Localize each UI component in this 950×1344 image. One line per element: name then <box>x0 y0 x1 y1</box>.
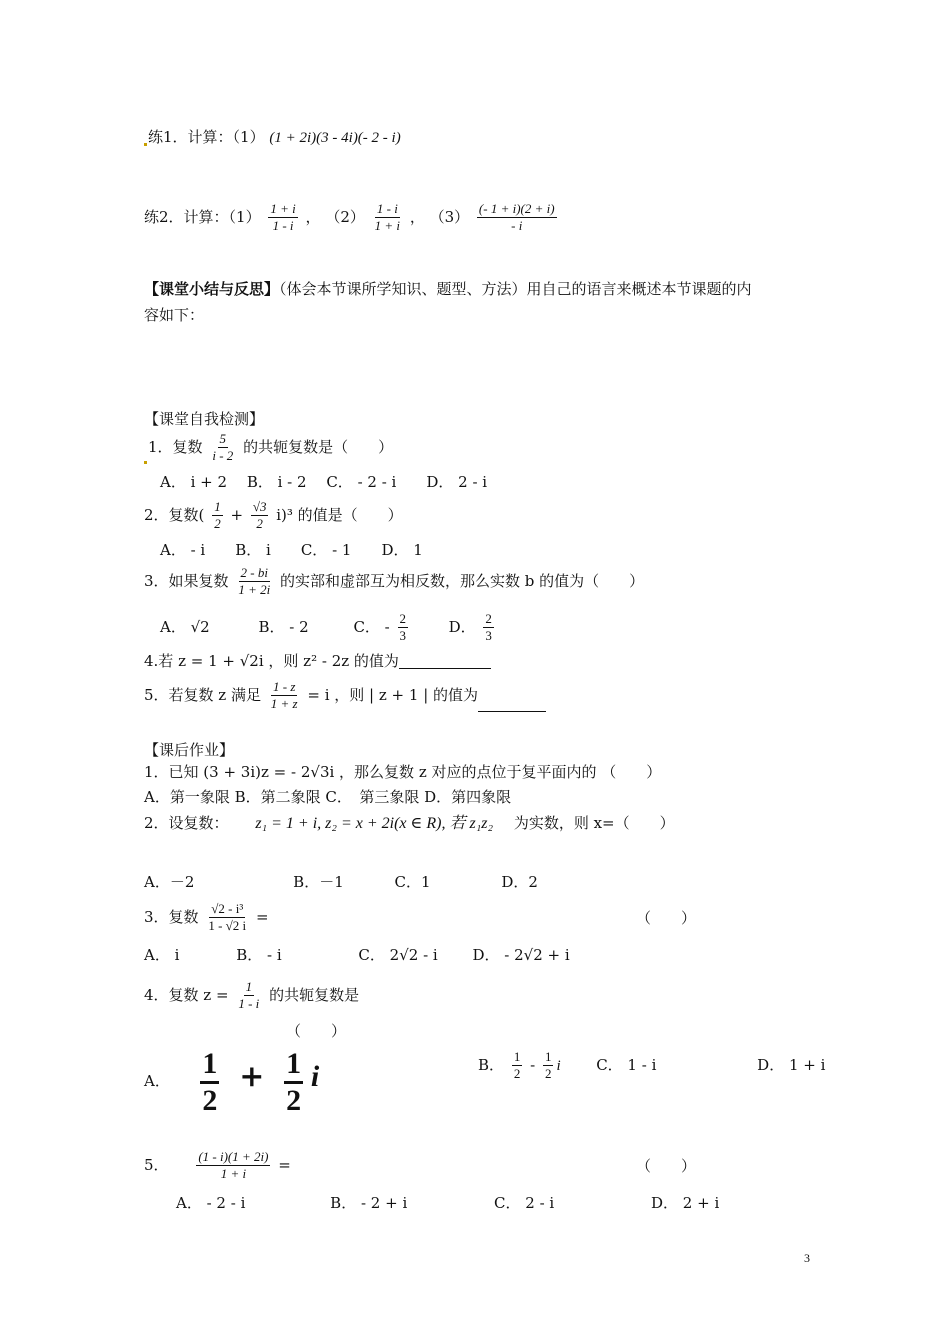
homework-q3-paren: （ ） <box>636 909 697 927</box>
fraction: $\frac{\text{√2 - i³}}{1 - √2 i}$ <box>208 901 247 934</box>
exercise-1: 练1．计算：（1） (1 + 2i)(3 - 4i)(- 2 - i) <box>144 130 401 146</box>
fraction: $\frac{1 - i}{1 + i}$ <box>374 201 401 234</box>
selftest-q4: 4.若 z = 1 + √2i ，则 z² - 2z 的值为 <box>144 654 491 669</box>
homework-q5: 5． $\frac{(1 - i)(1 + 2i)}{1 + i}$ = <box>144 1149 291 1182</box>
fraction: $\frac{2}{3}$ <box>485 611 492 644</box>
homework-q4-options-bcd: B． $\frac{1}{2}$ - $\frac{1}{2}$ i C． 1 - i D． 1 + i <box>478 1049 826 1082</box>
fraction: $\frac{1}{2}$ <box>513 1049 521 1082</box>
homework-q5-paren: （ ） <box>636 1157 697 1175</box>
page-number: 3 <box>804 1251 810 1265</box>
summary-line-1: 【课堂小结与反思】（体会本节课所学知识、题型、方法）用自己的语言来概述本节课题的内 <box>144 280 752 298</box>
selftest-q3-options: A． √2 B． - 2 C． - $\frac{2}{3}$ D． $\frac{2}{3}$ <box>160 611 492 644</box>
homework-q2: 2．设复数： z₁ = 1 + i, z₂ = x + 2i(x ∈ R), 若 z₁z₂ 为实数，则 x=（ ） <box>144 814 675 832</box>
homework-q4-option-a: A． $\frac{1}{2}$ + $\frac{1}{2}$ i <box>144 1047 320 1117</box>
selftest-q1: 1．复数 $\frac{5}{i - 2}$ 的共轭复数是（ ） <box>144 432 393 464</box>
summary-line-2: 容如下： <box>144 306 205 324</box>
fraction: $\frac{1 + i}{1 - i}$ <box>270 201 296 234</box>
selftest-q3: 3．如果复数 $\frac{2 - bi}{1 + 2i}$ 的实部和虚部互为相反数，那么实数 b 的值为（ ） <box>144 565 645 598</box>
homework-q1-options: A．第一象限 B．第二象限 C． 第三象限 D．第四象限 <box>144 788 512 806</box>
fraction: $\frac{5}{i - 2}$ <box>212 431 234 464</box>
homework-q3: 3．复数 $\frac{\text{√2 - i³}}{1 - √2 i}$ = <box>144 901 269 934</box>
answer-blank[interactable] <box>399 668 491 669</box>
fraction: $\frac{1}{1 - i}$ <box>238 979 260 1012</box>
selftest-q5: 5．若复数 z 满足 $\frac{1 - z}{1 + z}$ = i ，则 | z + 1 | 的值为 <box>144 680 546 712</box>
selftest-q2: 2．复数( $\frac{1}{2}$ + $\frac{√3}{2}$ i)³ 的值是（ ） <box>144 499 403 532</box>
homework-q4-paren: （ ） <box>286 1022 347 1040</box>
fraction: $\frac{1 - z}{1 + z}$ <box>270 679 298 712</box>
selftest-heading: 【课堂自我检测】 <box>144 410 265 428</box>
fraction: $\frac{1}{2}$ <box>544 1049 552 1082</box>
homework-q4: 4．复数 z = $\frac{1}{1 - i}$ 的共轭复数是 <box>144 979 360 1012</box>
fraction: $\frac{√3}{2}$ <box>252 499 267 532</box>
answer-blank[interactable] <box>478 711 546 712</box>
homework-q3-options: A． i B． - i C． 2√2 - i D． - 2√2 + i <box>144 946 570 964</box>
homework-q5-options: A． - 2 - i B． - 2 + i C． 2 - i D． 2 + i <box>176 1194 720 1212</box>
homework-heading: 【课后作业】 <box>144 741 235 759</box>
fraction: $\frac{1}{2}$ <box>214 499 221 532</box>
homework-q2-options: A．－2 B．－1 C．1 D．2 <box>144 873 538 891</box>
exercise-2: 练2．计算：（1） $\frac{1 + i}{1 - i}$ ， （2） $\frac{1 - i}{1 + i}$ ， （3） $\frac{(- 1 + i)(2 + i)}{- i}$ <box>144 201 555 234</box>
mark-dot <box>144 143 147 146</box>
selftest-q2-options: A． - i B． i C． - 1 D． 1 <box>160 541 423 559</box>
summary-heading: 【课堂小结与反思】 <box>144 280 280 298</box>
selftest-q1-options: A． i + 2 B． i - 2 C． - 2 - i D． 2 - i <box>160 473 488 491</box>
fraction: $\frac{1}{2}$ <box>202 1047 218 1117</box>
fraction: $\frac{(1 - i)(1 + 2i)}{1 + i}$ <box>198 1149 269 1182</box>
homework-q1: 1．已知 (3 + 3i)z = - 2√3i ，那么复数 z 对应的点位于复平面内的 （ ） <box>144 763 662 781</box>
exercise-1-expression: (1 + 2i)(3 - 4i)(- 2 - i) <box>269 130 401 146</box>
fraction: $\frac{1}{2}$ <box>286 1047 302 1117</box>
fraction: $\frac{(- 1 + i)(2 + i)}{- i}$ <box>478 201 555 234</box>
fraction: $\frac{2}{3}$ <box>399 611 407 644</box>
fraction: $\frac{2 - bi}{1 + 2i}$ <box>238 565 271 598</box>
